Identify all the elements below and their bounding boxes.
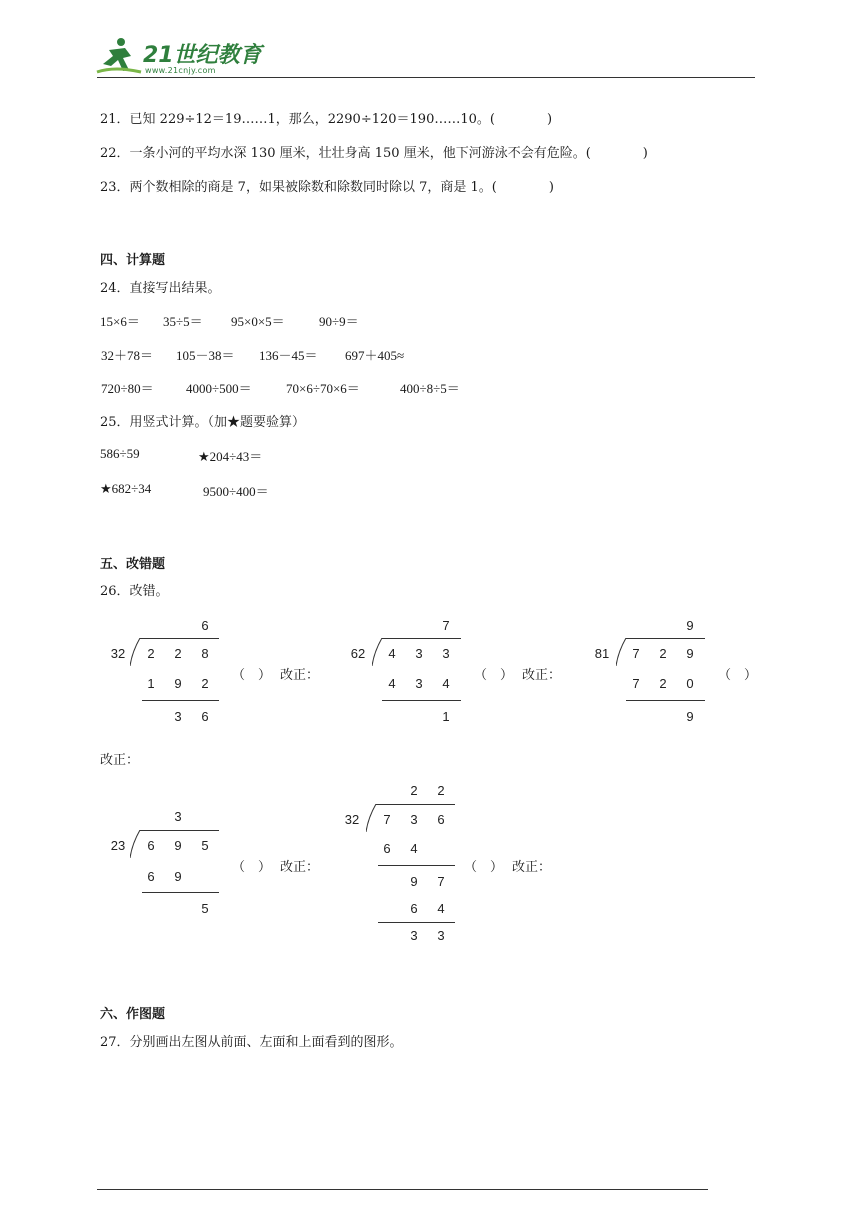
dividend-digit: 6 [437,812,445,827]
division-bar [626,638,705,639]
question-22: 22．一条小河的平均水深 130 厘米，壮壮身高 150 厘米，他下河游泳不会有危险。( ) [100,146,648,161]
question-27: 27．分别画出左图从前面、左面和上面看到的图形。 [100,1035,403,1050]
question-26: 26．改错。 [100,584,169,599]
calc-row1-item4: 90÷9＝ [319,314,359,329]
remainder-digit: 5 [201,901,209,916]
calc-row3-item2: 4000÷500＝ [186,381,252,396]
answer-parentheses[interactable]: （ ） [718,668,758,683]
answer-parentheses[interactable]: （ ） [464,860,504,875]
remainder-digit: 1 [442,709,450,724]
dividend-digit: 7 [383,812,391,827]
product-digit: 9 [174,869,182,884]
correction-label: 改正： [522,668,562,683]
division-bracket [366,804,378,832]
partial-digit: 9 [410,874,418,889]
vertical-calc-2: ★204÷43＝ [198,449,263,464]
dividend-digit: 9 [686,646,694,661]
subtraction-line [382,700,461,701]
product-digit: 1 [147,676,155,691]
question-21: 21．已知 229÷12＝19……1，那么，2290÷120＝190……10。( ) [100,112,553,127]
dividend-digit: 8 [201,646,209,661]
section-title-drawing: 六、作图题 [100,1007,166,1022]
division-bracket [616,638,628,666]
calc-row2-item3: 136－45＝ [259,348,318,363]
product-digit: 4 [410,841,418,856]
subtraction-line [378,865,455,866]
dividend-digit: 3 [442,646,450,661]
quotient-digit: 2 [410,783,418,798]
product-digit: 2 [201,676,209,691]
remainder-digit: 6 [201,709,209,724]
calc-row2-item2: 105－38＝ [176,348,235,363]
quotient-digit: 7 [442,618,450,633]
section-title-calculation: 四、计算题 [100,253,166,268]
calc-row2-item4: 697＋405≈ [345,348,405,363]
division-bar [376,804,455,805]
question-24: 24．直接写出结果。 [100,281,221,296]
correction-label: 改正： [280,668,320,683]
dividend-digit: 4 [388,646,396,661]
correction-label: 改正： [100,753,140,768]
product-digit: 4 [437,901,445,916]
header-rule [97,77,755,78]
calc-row1-item1: 15×6＝ [100,314,140,329]
answer-parentheses[interactable]: （ ） [474,668,514,683]
divisor: 62 [350,646,366,661]
division-bracket [130,638,142,666]
subtraction-line [142,892,219,893]
product-digit: 6 [383,841,391,856]
calc-row3-item1: 720÷80＝ [101,381,154,396]
remainder-digit: 3 [410,928,418,943]
remainder-digit: 3 [437,928,445,943]
logo-main-text: 21世纪教育 [143,43,262,68]
dividend-digit: 5 [201,838,209,853]
dividend-digit: 2 [174,646,182,661]
product-digit: 3 [415,676,423,691]
division-bar [140,830,219,831]
dividend-digit: 3 [415,646,423,661]
divisor: 23 [110,838,126,853]
logo-url-text: www.21cnjy.com [145,66,216,75]
divisor: 81 [594,646,610,661]
footer-rule [97,1189,708,1190]
section-title-correction: 五、改错题 [100,557,166,572]
answer-parentheses[interactable]: （ ） [232,668,272,683]
division-bracket [372,638,384,666]
product-digit: 4 [442,676,450,691]
question-23: 23．两个数相除的商是 7，如果被除数和除数同时除以 7，商是 1。( ) [100,180,554,195]
calc-row2-item1: 32＋78＝ [101,348,154,363]
partial-digit: 7 [437,874,445,889]
remainder-digit: 9 [686,709,694,724]
quotient-digit: 3 [174,809,182,824]
calc-row1-item2: 35÷5＝ [163,314,203,329]
dividend-digit: 9 [174,838,182,853]
subtraction-line [378,922,455,923]
calc-row3-item3: 70×6÷70×6＝ [286,381,360,396]
dividend-digit: 3 [410,812,418,827]
dividend-digit: 7 [632,646,640,661]
product-digit: 2 [659,676,667,691]
remainder-digit: 3 [174,709,182,724]
subtraction-line [626,700,705,701]
division-bar [382,638,461,639]
correction-label: 改正： [512,860,552,875]
subtraction-line [142,700,219,701]
dividend-digit: 2 [659,646,667,661]
divisor: 32 [344,812,360,827]
question-25: 25．用竖式计算。（加★题要验算） [100,415,306,430]
quotient-digit: 6 [201,618,209,633]
quotient-digit: 9 [686,618,694,633]
product-digit: 4 [388,676,396,691]
vertical-calc-3: ★682÷34 [100,481,152,496]
division-bracket [130,830,142,858]
logo [95,36,265,78]
vertical-calc-4: 9500÷400＝ [203,484,269,499]
product-digit: 7 [632,676,640,691]
dividend-digit: 2 [147,646,155,661]
runner-logo-icon [95,36,145,76]
quotient-digit: 2 [437,783,445,798]
product-digit: 0 [686,676,694,691]
vertical-calc-1: 586÷59 [100,446,140,461]
product-digit: 6 [410,901,418,916]
answer-parentheses[interactable]: （ ） [232,860,272,875]
divisor: 32 [110,646,126,661]
correction-label: 改正： [280,860,320,875]
product-digit: 9 [174,676,182,691]
dividend-digit: 6 [147,838,155,853]
division-bar [140,638,219,639]
product-digit: 6 [147,869,155,884]
calc-row3-item4: 400÷8÷5＝ [400,381,460,396]
calc-row1-item3: 95×0×5＝ [231,314,285,329]
